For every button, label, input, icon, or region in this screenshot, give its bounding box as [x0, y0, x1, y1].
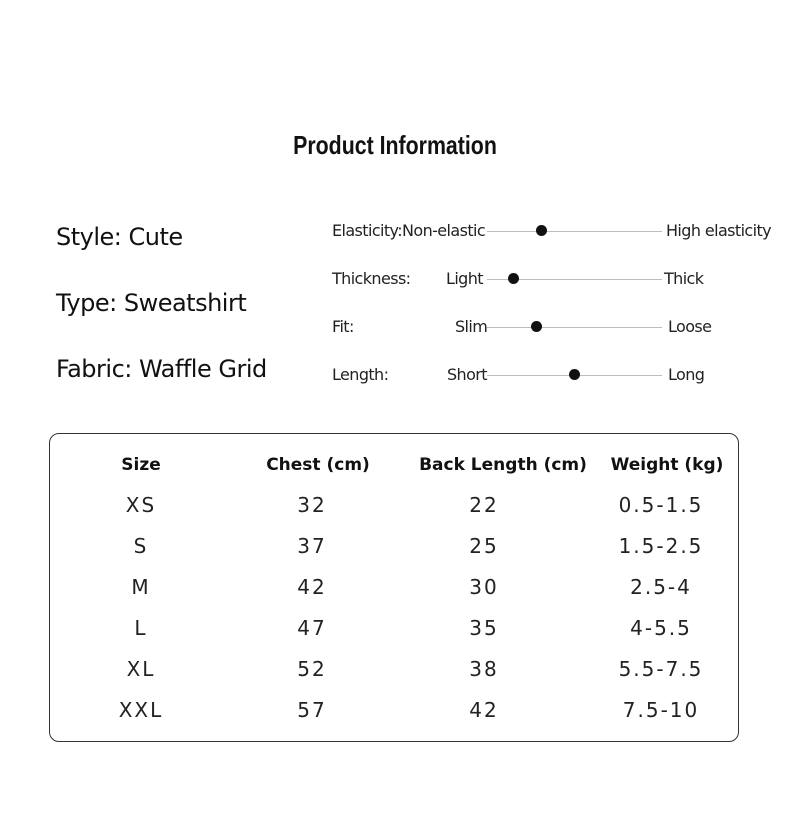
table-cell: 42: [297, 575, 327, 599]
type-attribute: Type: Sweatshirt: [56, 289, 247, 317]
table-cell: 22: [469, 493, 499, 517]
table-cell: 0.5-1.5: [618, 493, 704, 517]
table-cell: L: [134, 616, 148, 640]
elasticity-high-label: High elasticity: [666, 221, 771, 240]
header-size: Size: [121, 455, 161, 475]
table-cell: 1.5-2.5: [618, 534, 704, 558]
style-attribute: Style: Cute: [56, 223, 183, 251]
fabric-attribute: Fabric: Waffle Grid: [56, 355, 267, 383]
elasticity-track: [487, 231, 662, 232]
table-cell: 57: [297, 698, 327, 722]
thickness-high-label: Thick: [664, 269, 704, 288]
table-cell: 47: [297, 616, 327, 640]
length-low-label: Short: [447, 365, 487, 384]
fit-high-label: Loose: [668, 317, 712, 336]
table-cell: 37: [297, 534, 327, 558]
elasticity-marker: [536, 225, 547, 236]
header-weight: Weight (kg): [610, 455, 724, 475]
table-cell: 38: [469, 657, 499, 681]
table-cell: XXL: [118, 698, 164, 722]
thickness-label: Thickness:: [332, 269, 411, 288]
fit-label: Fit:: [332, 317, 354, 336]
fit-track: [487, 327, 662, 328]
table-cell: XL: [126, 657, 156, 681]
table-cell: 32: [297, 493, 327, 517]
header-chest: Chest (cm): [266, 455, 370, 475]
table-cell: 52: [297, 657, 327, 681]
table-cell: 4-5.5: [630, 616, 692, 640]
table-cell: 2.5-4: [630, 575, 692, 599]
elasticity-label: Elasticity:Non-elastic: [332, 221, 486, 240]
table-cell: XS: [125, 493, 157, 517]
thickness-low-label: Light: [446, 269, 483, 288]
fit-low-label: Slim: [455, 317, 488, 336]
page-title: Product Information: [293, 130, 497, 160]
table-cell: 35: [469, 616, 499, 640]
table-cell: 5.5-7.5: [618, 657, 704, 681]
table-cell: 42: [469, 698, 499, 722]
table-cell: 7.5-10: [622, 698, 700, 722]
header-back-length: Back Length (cm): [419, 455, 587, 475]
length-marker: [569, 369, 580, 380]
table-cell: S: [133, 534, 149, 558]
thickness-marker: [508, 273, 519, 284]
table-cell: 25: [469, 534, 499, 558]
table-cell: M: [131, 575, 151, 599]
length-high-label: Long: [668, 365, 705, 384]
length-label: Length:: [332, 365, 389, 384]
fit-marker: [531, 321, 542, 332]
table-cell: 30: [469, 575, 499, 599]
